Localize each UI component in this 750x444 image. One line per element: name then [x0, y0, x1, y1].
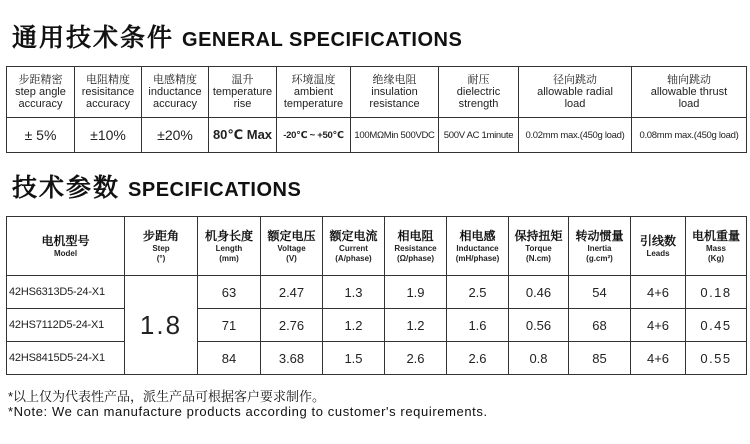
specs-header-row	[7, 217, 747, 276]
leads-cell: 4+6	[631, 342, 686, 375]
header-model: 电机型号 Model	[7, 217, 125, 276]
header-inertia: 转动惯量 Inertia (g.cm²)	[569, 217, 631, 276]
header-inductance: 相电感 Inductance (mH/phase)	[447, 217, 509, 276]
specifications-table	[6, 216, 747, 375]
general-title-en: GENERAL SPECIFICATIONS	[182, 29, 463, 51]
voltage-cell: 2.76	[261, 309, 323, 342]
specifications-heading	[12, 168, 301, 204]
mass-cell: 0.18	[686, 276, 747, 309]
header-mass: 电机重量 Mass (Kg)	[686, 217, 747, 276]
length-cell: 84	[198, 342, 261, 375]
resistance-cell: 2.6	[385, 342, 447, 375]
general-specifications-heading	[12, 18, 462, 54]
model-cell: 42HS7112D5-24-X1	[7, 309, 125, 342]
table-row	[7, 276, 747, 309]
model-cell: 42HS8415D5-24-X1	[7, 342, 125, 375]
general-value-cell: 100MΩMin 500VDC	[351, 118, 439, 153]
inertia-cell: 54	[569, 276, 631, 309]
leads-cell: 4+6	[631, 276, 686, 309]
general-header-cell: 步距精密 step angle accuracy	[7, 67, 75, 118]
general-header-cell: 轴向跳动 allowable thrust load	[632, 67, 747, 118]
leads-cell: 4+6	[631, 309, 686, 342]
inertia-cell: 68	[569, 309, 631, 342]
header-voltage: 额定电压 Voltage (V)	[261, 217, 323, 276]
note-en: *Note: We can manufacture products according to customer's requirements.	[8, 404, 488, 419]
general-header-cell: 电阻精度 resisitance accuracy	[75, 67, 142, 118]
voltage-cell: 3.68	[261, 342, 323, 375]
header-length: 机身长度 Length (mm)	[198, 217, 261, 276]
resistance-cell: 1.2	[385, 309, 447, 342]
header-current: 额定电流 Current (A/phase)	[323, 217, 385, 276]
inductance-cell: 2.6	[447, 342, 509, 375]
general-title-cn: 通用技术条件	[12, 24, 175, 52]
torque-cell: 0.46	[509, 276, 569, 309]
header-step: 步距角 Step (°)	[125, 217, 198, 276]
general-header-cell: 电感精度 inductance accuracy	[142, 67, 209, 118]
header-torque: 保持扭矩 Torque (N.cm)	[509, 217, 569, 276]
general-specifications-table	[6, 66, 747, 153]
header-resistance: 相电阻 Resistance (Ω/phase)	[385, 217, 447, 276]
length-cell: 63	[198, 276, 261, 309]
current-cell: 1.3	[323, 276, 385, 309]
mass-cell: 0.45	[686, 309, 747, 342]
note-cn: *以上仅为代表性产品，派生产品可根据客户要求制作。	[8, 389, 326, 404]
torque-cell: 0.56	[509, 309, 569, 342]
header-leads: 引线数 Leads	[631, 217, 686, 276]
general-header-cell: 径向跳动 allowable radial load	[519, 67, 632, 118]
table-row	[7, 309, 747, 342]
specs-title-cn: 技术参数	[12, 174, 121, 202]
resistance-cell: 1.9	[385, 276, 447, 309]
table-row	[7, 342, 747, 375]
specs-title-en: SPECIFICATIONS	[128, 179, 302, 201]
general-header-cell: 环境温度 ambient temperature	[277, 67, 351, 118]
general-value-cell: ± 5%	[7, 118, 75, 153]
voltage-cell: 2.47	[261, 276, 323, 309]
general-value-row	[7, 118, 747, 153]
inertia-cell: 85	[569, 342, 631, 375]
general-header-cell: 绝缘电阻 insulation resistance	[351, 67, 439, 118]
general-value-cell: 0.08mm max.(450g load)	[632, 118, 747, 153]
step-angle-cell: 1.8	[125, 276, 198, 375]
general-value-cell: -20℃ ~ +50℃	[277, 118, 351, 153]
current-cell: 1.2	[323, 309, 385, 342]
inductance-cell: 2.5	[447, 276, 509, 309]
general-value-cell: 500V AC 1minute	[439, 118, 519, 153]
general-value-cell: ±20%	[142, 118, 209, 153]
model-cell: 42HS6313D5-24-X1	[7, 276, 125, 309]
general-header-row	[7, 67, 747, 118]
length-cell: 71	[198, 309, 261, 342]
mass-cell: 0.55	[686, 342, 747, 375]
inductance-cell: 1.6	[447, 309, 509, 342]
general-value-cell: ±10%	[75, 118, 142, 153]
general-value-cell: 0.02mm max.(450g load)	[519, 118, 632, 153]
general-header-cell: 温升 temperature rise	[209, 67, 277, 118]
torque-cell: 0.8	[509, 342, 569, 375]
current-cell: 1.5	[323, 342, 385, 375]
general-header-cell: 耐压 dielectric strength	[439, 67, 519, 118]
general-value-cell: 80℃ Max	[209, 118, 277, 153]
